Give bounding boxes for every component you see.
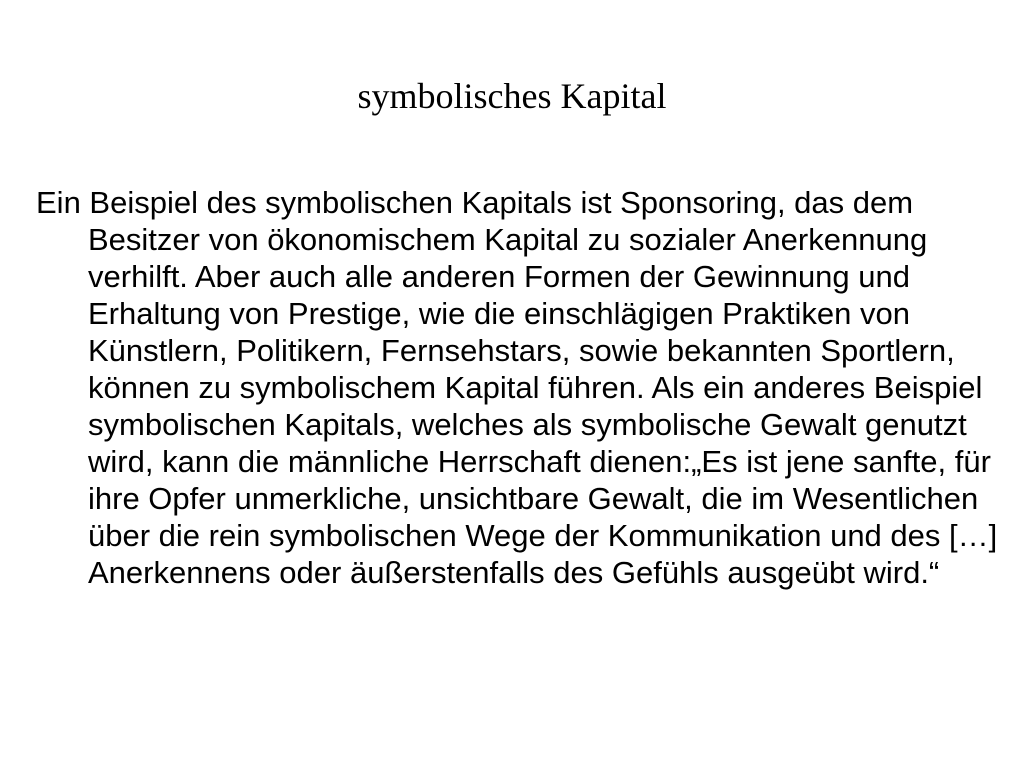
slide-title: symbolisches Kapital	[357, 76, 667, 116]
slide-body-text: Ein Beispiel des symbolischen Kapitals ist Sponsoring, das dem Besitzer von ökonomischem Kapital zu sozialer Anerkennung verhilft. Aber auch alle anderen Formen der Gewinnung und Erhaltung von Prestige, wie die einschlägigen Praktiken von Künstlern, Politikern, Fernsehstars, sowie bekannten Sportlern, können zu symbolischem Kapital führen. Als ein anderes Beispiel symbolischen Kapitals, welches als symbolische Gewalt genutzt wird, kann die männliche Herrschaft dienen:„Es ist jene sanfte, für ihre Opfer unmerkliche, unsichtbare Gewalt, die im Wesentlichen über die rein symbolischen Wege der Kommunikation und des […] Anerkennens oder äußerstenfalls des Gefühls ausgeübt wird.“	[36, 185, 998, 590]
